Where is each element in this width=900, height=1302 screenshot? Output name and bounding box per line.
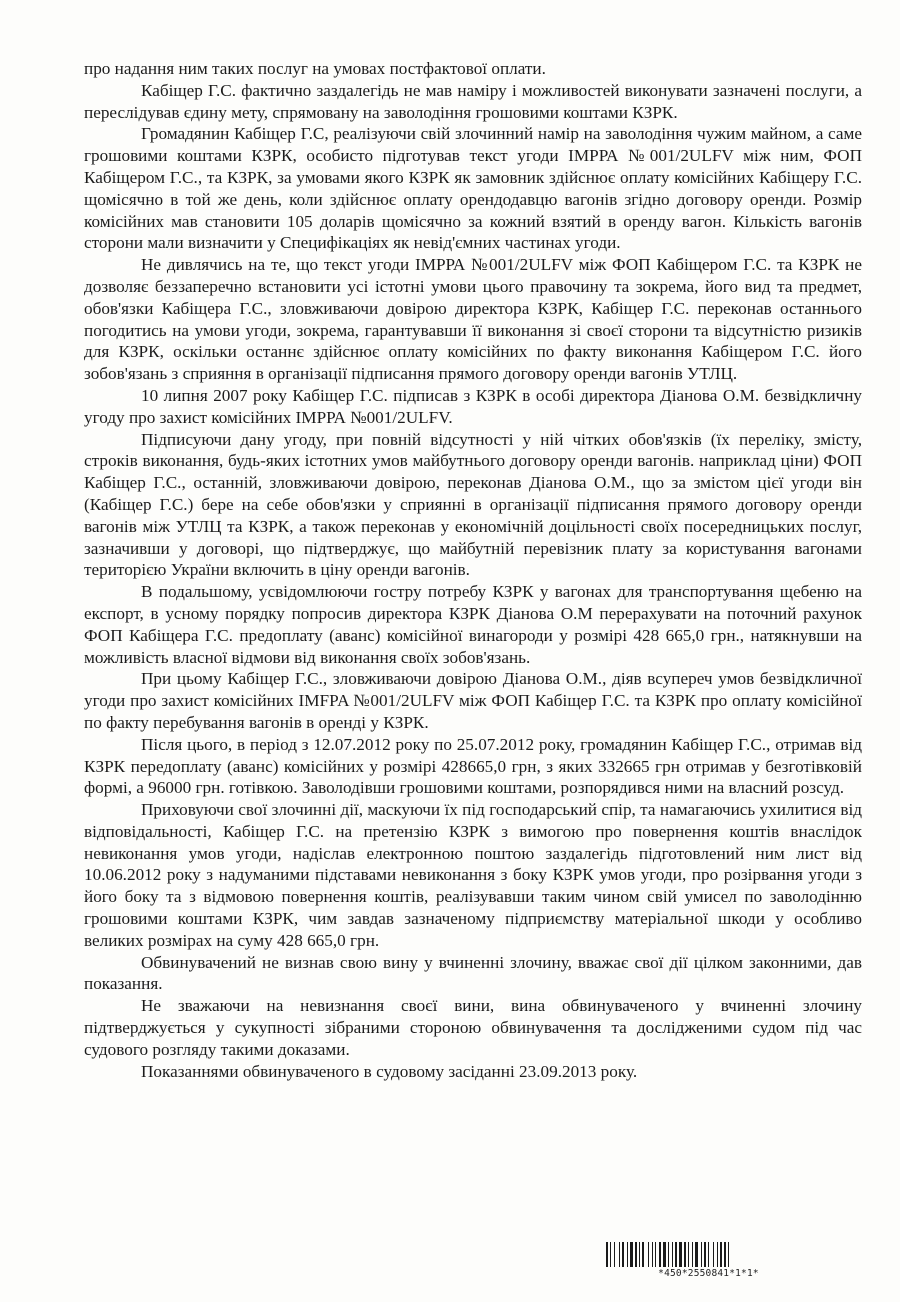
paragraph-continuation: про надання ним таких послуг на умовах постфактової оплати.	[84, 59, 546, 78]
paragraph: Громадянин Кабіщер Г.С, реалізуючи свій злочинний намір на заволодіння чужим майном, а саме грошовими коштами КЗРК, особисто підготував текст угоди ІМРРА №001/2ULFV між ним, ФОП Кабіщером Г.С., та КЗРК, за умовами якого КЗРК як замовник здійснює оплату комісійних Кабіщеру Г.С. щомісячно в той же день, коли здійснює оплату орендодавцю вагонів згідно договору оренди. Розмір комісійних мав становити 105 доларів щомісячно за кожний взятий в оренду вагон. Кількість вагонів сторони мали визначити у Специфікаціях як невід'ємних частинах угоди.	[84, 124, 862, 253]
barcode-number: *450*2550841*1*1*	[658, 1268, 759, 1279]
paragraph: Кабіщер Г.С. фактично заздалегідь не мав наміру і можливостей виконувати зазначені послуги, а переслідував єдину мету, спрямовану на заволодіння грошовими коштами КЗРК.	[84, 80, 862, 122]
paragraph: Показаннями обвинуваченого в судовому засіданні 23.09.2013 року.	[141, 1061, 638, 1081]
paragraph: При цьому Кабіщер Г.С., зловживаючи довірою Діанова О.М., діяв всупереч умов безвідкличної угоди про захист комісійних IMFPA №001/2ULFV між ФОП Кабіщер Г.С. та КЗРК про оплату комісійної по факту перебування вагонів в оренді у КЗРК.	[84, 669, 862, 732]
barcode-bars	[606, 1242, 811, 1267]
paragraph: Обвинувачений не визнав свою вину у вчиненні злочину, вважає свої дії цілком законними, дав показання.	[84, 952, 862, 994]
document-body	[84, 58, 862, 1082]
paragraph: 10 липня 2007 року Кабіщер Г.С. підписав з КЗРК в особі директора Діанова О.М. безвідкличну угоду про захист комісійних ІМРРА №001/2ULFV.	[84, 385, 862, 427]
paragraph: Не зважаючи на невизнання своєї вини, вина обвинуваченого у вчиненні злочину підтверджується у сукупності зібраними стороною обвинувачення та дослідженими судом під час судового розгляду такими доказами.	[84, 996, 862, 1059]
paragraph: Після цього, в період з 12.07.2012 року по 25.07.2012 року, громадянин Кабіщер Г.С., отримав від КЗРК передоплату (аванс) комісійних у розмірі 428665,0 грн, з яких 332665 грн отримав у безготівковій формі, а 96000 грн. готівкою. Заволодівши грошовими коштами, розпорядився ними на власний розсуд.	[84, 734, 862, 798]
paragraph: Приховуючи свої злочинні дії, маскуючи їх під господарський спір, та намагаючись ухилитися від відповідальності, Кабіщер Г.С. на претензію КЗРК з вимогою про повернення коштів внаслідок невиконання умов угоди, надіслав електронною поштою заздалегідь підготовлений ним лист від 10.06.2012 року з надуманими підставами невиконання з боку КЗРК умов угоди, про розірвання угоди з його боку та з відмовою повернення коштів, реалізувавши таким чином свій умисел по заволодінню грошовими коштами КЗРК, чим завдав зазначеному підприємству матеріальної шкоди у особливо великих розмірах на суму 428 665,0 грн.	[84, 800, 862, 950]
paragraph: Не дивлячись на те, що текст угоди ІМРРА №001/2ULFV між ФОП Кабіщером Г.С. та КЗРК не дозволяє беззаперечно встановити усі істотні умови цього правочину та зокрема, його вид та предмет, обов'язки Кабіщера Г.С., зловживаючи довірою директора КЗРК, Кабіщер Г.С. переконав останнього погодитись на умови угоди, зокрема, гарантувавши її виконання зі своєї сторони та відсутністю ризиків для КЗРК, оскільки останнє здійснює оплату комісійних по факту виконання Кабіщером Г.С. його зобов'язань з сприяння в організації підписання прямого договору оренди вагонів УТЛЦ.	[84, 255, 862, 384]
barcode	[606, 1242, 811, 1279]
paragraph: Підписуючи дану угоду, при повній відсутності у ній чітких обов'язків (їх переліку, змісту, строків виконання, будь-яких істотних умов майбутнього договору оренди вагонів. наприклад ціни) ФОП Кабіщер Г.С., останній, зловживаючи довірою, переконав Діанова О.М., що за змістом цієї угоди він (Кабіщер Г.С.) бере на себе обов'язки у сприянні в організації підписання прямого договору оренди вагонів між УТЛЦ та КЗРК, а також переконав у економічній доцільності своїх посередницьких послуг, зазначивши у договорі, що підтверджує, що майбутній перевізник плату за користування вагонами територією України включить в ціну оренди вагонів.	[84, 429, 862, 580]
paragraph: В подальшому, усвідомлюючи гостру потребу КЗРК у вагонах для транспортування щебеню на експорт, в усному порядку попросив директора КЗРК Діанова О.М перерахувати на поточний рахунок ФОП Кабіщера Г.С. предоплату (аванс) комісійної винагороди у розмірі 428 665,0 грн., натякнувши на можливість власної відмови від виконання своїх зобов'язань.	[84, 582, 862, 667]
